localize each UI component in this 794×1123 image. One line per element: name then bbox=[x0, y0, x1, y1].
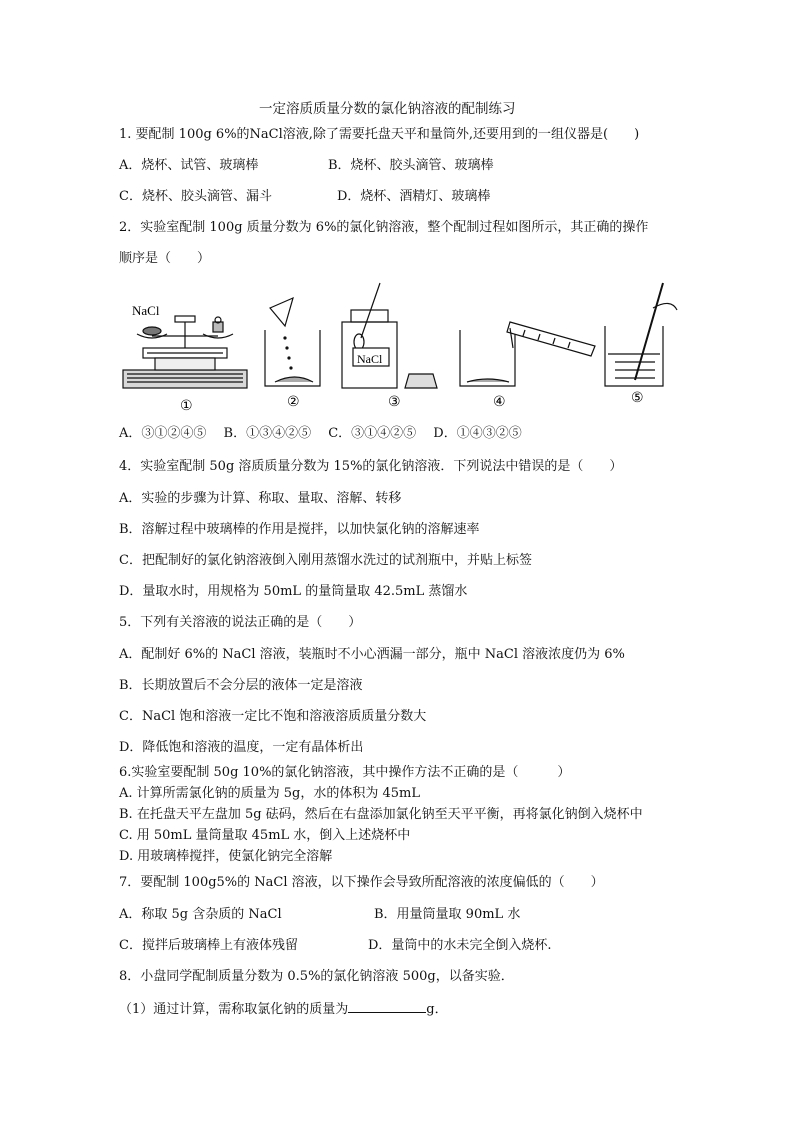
step-label-1: ① bbox=[180, 398, 193, 413]
q5-option-c: C．NaCl 饱和溶液一定比不饱和溶液溶质质量分数大 bbox=[119, 709, 427, 724]
q8-sub1-prompt: （1）通过计算，需称取氯化钠的质量为 bbox=[119, 1002, 349, 1017]
q7-option-d: D．量筒中的水未完全倒入烧杯. bbox=[368, 938, 552, 953]
q1-option-d: D．烧杯、酒精灯、玻璃棒 bbox=[337, 189, 491, 204]
q6-option-b: B. 在托盘天平左盘加 5g 砝码，然后在右盘添加氯化钠至天平平衡，再将氯化钠倒入烧杯中 bbox=[119, 807, 643, 822]
q1-option-c: C．烧杯、胶头滴管、漏斗 bbox=[119, 189, 272, 204]
q4-option-d: D．量取水时，用规格为 50mL 的量筒量取 42.5mL 蒸馏水 bbox=[119, 584, 468, 599]
q1-option-b: B．烧杯、胶头滴管、玻璃棒 bbox=[328, 158, 494, 173]
q5-option-d: D．降低饱和溶液的温度，一定有晶体析出 bbox=[119, 740, 364, 755]
procedure-figure bbox=[115, 278, 695, 413]
q6-option-d: D. 用玻璃棒搅拌，使氯化钠完全溶解 bbox=[119, 849, 333, 864]
q1-option-a: A．烧杯、试管、玻璃棒 bbox=[119, 158, 259, 173]
page-title: 一定溶质质量分数的氯化钠溶液的配制练习 bbox=[259, 101, 516, 117]
q8-answer-blank[interactable] bbox=[348, 1000, 426, 1013]
bottle-nacl-label: NaCl bbox=[357, 352, 383, 366]
q7-option-a: A．称取 5g 含杂质的 NaCl bbox=[119, 907, 282, 922]
q2-stem-line2: 顺序是（ ） bbox=[119, 251, 211, 266]
step-label-5: ⑤ bbox=[631, 390, 644, 406]
step-label-4: ④ bbox=[493, 394, 506, 410]
q6-option-c: C. 用 50mL 量筒量取 45mL 水，倒入上述烧杯中 bbox=[119, 828, 411, 843]
q7-option-c: C．搅拌后玻璃棒上有液体残留 bbox=[119, 938, 298, 953]
balance-nacl-label: NaCl bbox=[132, 303, 160, 318]
stirring-rod-icon bbox=[605, 283, 677, 386]
reagent-bottle-icon bbox=[342, 283, 437, 388]
q4-option-b: B．溶解过程中玻璃棒的作用是搅拌，以加快氯化钠的溶解速率 bbox=[119, 522, 480, 537]
q2-options: A．③①②④⑤ B．①③④②⑤ C．③①④②⑤ D．①④③②⑤ bbox=[119, 426, 522, 441]
q8-sub1 bbox=[119, 1000, 448, 1018]
q4-option-c: C．把配制好的氯化钠溶液倒入刚用蒸馏水洗过的试剂瓶中，并贴上标签 bbox=[119, 553, 532, 568]
q6-option-a: A. 计算所需氯化钠的质量为 5g，水的体积为 45mL bbox=[119, 786, 421, 801]
q4-stem: 4．实验室配制 50g 溶质质量分数为 15%的氯化钠溶液．下列说法中错误的是（ ） bbox=[119, 459, 623, 474]
q5-option-a: A．配制好 6%的 NaCl 溶液，装瓶时不小心洒漏一部分，瓶中 NaCl 溶液浓度仍为 6% bbox=[119, 647, 625, 662]
q5-stem: 5．下列有关溶液的说法正确的是（ ） bbox=[119, 615, 362, 630]
q6-stem: 6.实验室要配制 50g 10%的氯化钠溶液，其中操作方法不正确的是（ ） bbox=[119, 765, 571, 780]
procedure-illustration bbox=[115, 278, 695, 413]
step-label-2: ② bbox=[287, 394, 300, 410]
graduated-cylinder-icon bbox=[460, 322, 595, 386]
balance-icon bbox=[123, 316, 247, 388]
q7-option-b: B．用量筒量取 90mL 水 bbox=[374, 907, 521, 922]
q8-stem: 8．小盘同学配制质量分数为 0.5%的氯化钠溶液 500g，以备实验． bbox=[119, 969, 514, 984]
beaker-pour-icon bbox=[265, 298, 320, 386]
q7-stem: 7．要配制 100g5%的 NaCl 溶液，以下操作会导致所配溶液的浓度偏低的（ ） bbox=[119, 875, 604, 890]
q1-stem: 1. 要配制 100g 6%的NaCl溶液,除了需要托盘天平和量筒外,还要用到的一组仪器是( ) bbox=[119, 127, 640, 142]
q8-sub1-unit: g． bbox=[426, 1002, 448, 1017]
q4-option-a: A．实验的步骤为计算、称取、量取、溶解、转移 bbox=[119, 491, 402, 506]
q5-option-b: B．长期放置后不会分层的液体一定是溶液 bbox=[119, 678, 363, 693]
step-label-3: ③ bbox=[388, 394, 401, 410]
q2-stem-line1: 2．实验室配制 100g 质量分数为 6%的氯化钠溶液，整个配制过程如图所示，其正确的操作 bbox=[119, 220, 649, 235]
